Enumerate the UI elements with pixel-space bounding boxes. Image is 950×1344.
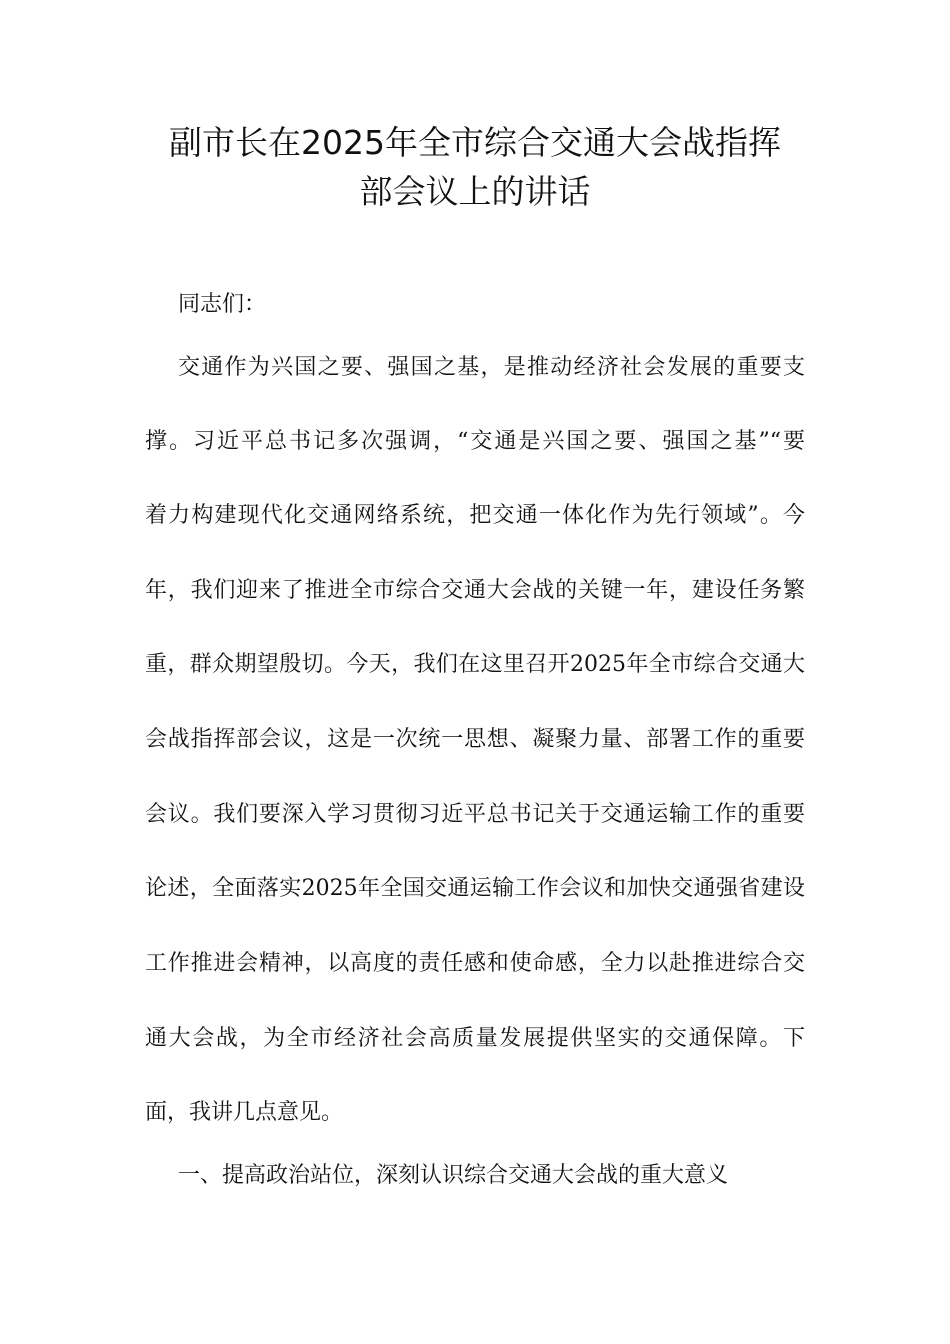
section-heading: 一、提高政治站位，深刻认识综合交通大会战的重大意义 <box>178 1163 729 1188</box>
paragraph-line: 会议。我们要深入学习贯彻习近平总书记关于交通运输工作的重要 <box>145 802 805 827</box>
paragraph-line: 交通作为兴国之要、强国之基，是推动经济社会发展的重要支 <box>178 355 805 380</box>
paragraph-line: 年，我们迎来了推进全市综合交通大会战的关键一年，建设任务繁 <box>145 578 805 603</box>
paragraph-line: 撑。习近平总书记多次强调，“交通是兴国之要、强国之基”“要 <box>145 429 805 454</box>
paragraph-line: 通大会战，为全市经济社会高质量发展提供坚实的交通保障。下 <box>145 1026 805 1051</box>
paragraph-line: 重，群众期望殷切。今天，我们在这里召开2025年全市综合交通大 <box>145 652 805 677</box>
document-title-line-1: 副市长在2025年全市综合交通大会战指挥 <box>169 123 781 162</box>
document-title-line-2: 部会议上的讲话 <box>359 172 591 211</box>
paragraph-line: 论述，全面落实2025年全国交通运输工作会议和加快交通强省建设 <box>145 876 805 901</box>
greeting: 同志们： <box>178 292 267 317</box>
paragraph-line: 面，我讲几点意见。 <box>145 1100 344 1125</box>
paragraph-line: 会战指挥部会议，这是一次统一思想、凝聚力量、部署工作的重要 <box>145 727 805 752</box>
paragraph-line: 着力构建现代化交通网络系统，把交通一体化作为先行领域”。今 <box>145 503 805 528</box>
paragraph-line: 工作推进会精神，以高度的责任感和使命感，全力以赴推进综合交 <box>145 951 805 976</box>
